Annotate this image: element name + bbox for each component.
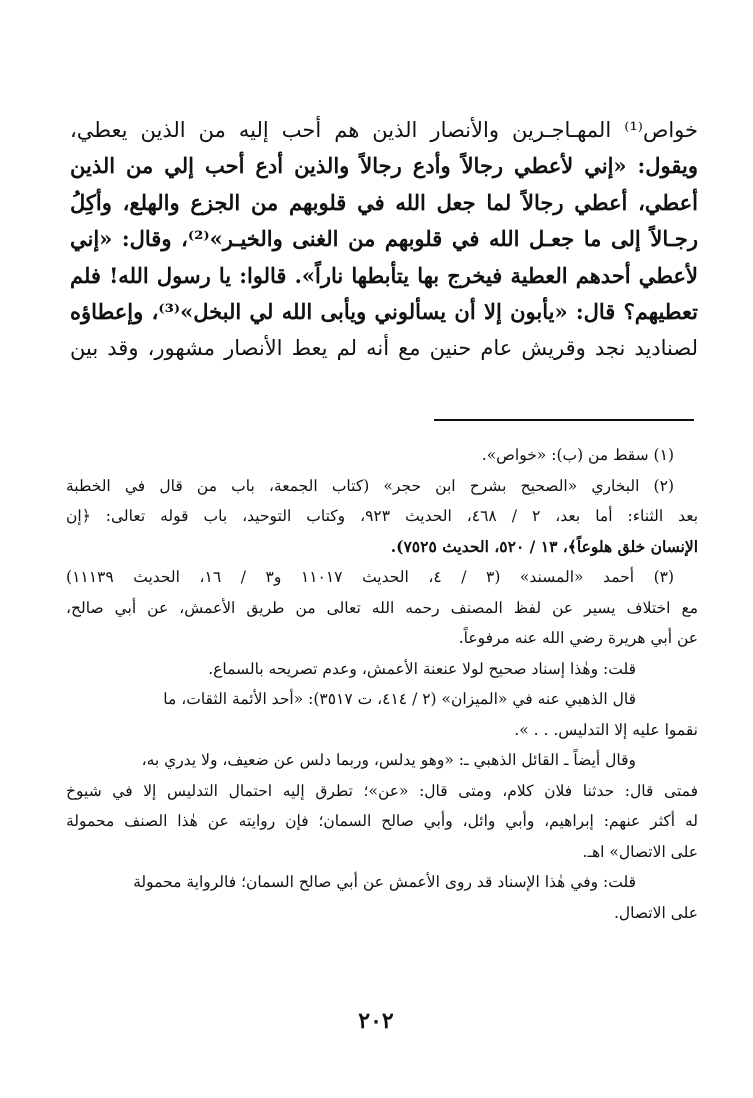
footnote-line: عن أبي هريرة رضي الله عنه مرفوعاً. — [458, 629, 698, 647]
main-line-2: ويقول: «إني لأعطي رجالاً وأدع رجالاً والذين أدع أحب إلي من الذين — [70, 153, 698, 179]
footnote-line: مع اختلاف يسير عن لفظ المصنف رحمه الله تعالى من طريق الأعمش، عن أبي صالح، — [66, 598, 698, 617]
main-text — [70, 112, 698, 367]
footnote-line: على الاتصال» اهـ. — [582, 842, 698, 861]
footnote-line: قال الذهبي عنه في «الميزان» (٢ / ٤١٤، ت ٣٥١٧): «أحد الأئمة الثقات، ما — [163, 690, 636, 708]
footnote-line: له أكثر عنهم: إبراهيم، وأبي وائل، وأبي صالح السمان؛ فإن روايته عن هٰذا الصنف محمولة — [66, 812, 698, 830]
footnote-line: فمتى قال: حدثنا فلان كلام، ومتى قال: «عن»؛ تطرق إليه احتمال التدليس إلا في شيوخ — [66, 781, 698, 800]
main-line-4: رجـالاً إلى ما جعـل الله في قلوبهم من الغنى والخيـر»⁽²⁾، وقال: «إني — [70, 226, 698, 252]
main-line-1: خواص⁽¹⁾ المهـاجـرين والأنصار الذين هم أحب إليه من الذين يعطي، — [70, 118, 698, 142]
main-line-5: لأعطي أحدهم العطية فيخرج بها يتأبطها ناراً». قالوا: يا رسول الله! فلم — [70, 262, 698, 288]
footnote-line: الإنسان خلق هلوعاً﴾، ١٣ / ٥٢٠، الحديث ٧٥٢٥). — [390, 536, 698, 556]
main-line-3: أعطي، أعطي رجالاً لما جعل الله في قلوبهم من الجزع والهلع، وأكِلُ — [70, 189, 698, 215]
footnote-line: (٣) أحمد «المسند» (٣ / ٤، الحديث ١١٠١٧ و٣ / ١٦، الحديث ١١١٣٩) — [66, 568, 675, 586]
footnote-line: (٢) البخاري «الصحيح بشرح ابن حجر» (كتاب الجمعة، باب من قال في الخطبة — [66, 476, 674, 495]
footnotes — [66, 440, 698, 928]
page-number: ٢٠٢ — [358, 1008, 394, 1034]
footnote-line: بعد الثناء: أما بعد، ٢ / ٤٦٨، الحديث ٩٢٣، وكتاب التوحيد، باب قوله تعالى: ﴿إن — [66, 507, 698, 525]
footnote-line: نقموا عليه إلا التدليس. . . ». — [514, 720, 698, 739]
footnote-line: قلت: وهٰذا إسناد صحيح لولا عنعنة الأعمش، وعدم تصريحه بالسماع. — [208, 659, 636, 678]
footnote-line: (١) سقط من (ب): «خواص». — [481, 446, 674, 464]
footnote-line: وقال أيضاً ـ القائل الذهبي ـ: «وهو يدلس، وربما دلس عن ضعيف، ولا يدري به، — [141, 751, 636, 769]
footnote-separator — [434, 419, 694, 421]
main-line-6: تعطيهم؟ قال: «يأبون إلا أن يسألوني ويأبى الله لي البخل»⁽³⁾، وإعطاؤه — [70, 298, 698, 324]
main-line-7: لصناديد نجد وقريش عام حنين مع أنه لم يعط الأنصار مشهور، وقد بين — [70, 336, 698, 361]
footnote-line: على الاتصال. — [613, 903, 698, 922]
footnote-line: قلت: وفي هٰذا الإسناد قد روى الأعمش عن أبي صالح السمان؛ فالرواية محمولة — [133, 873, 636, 891]
